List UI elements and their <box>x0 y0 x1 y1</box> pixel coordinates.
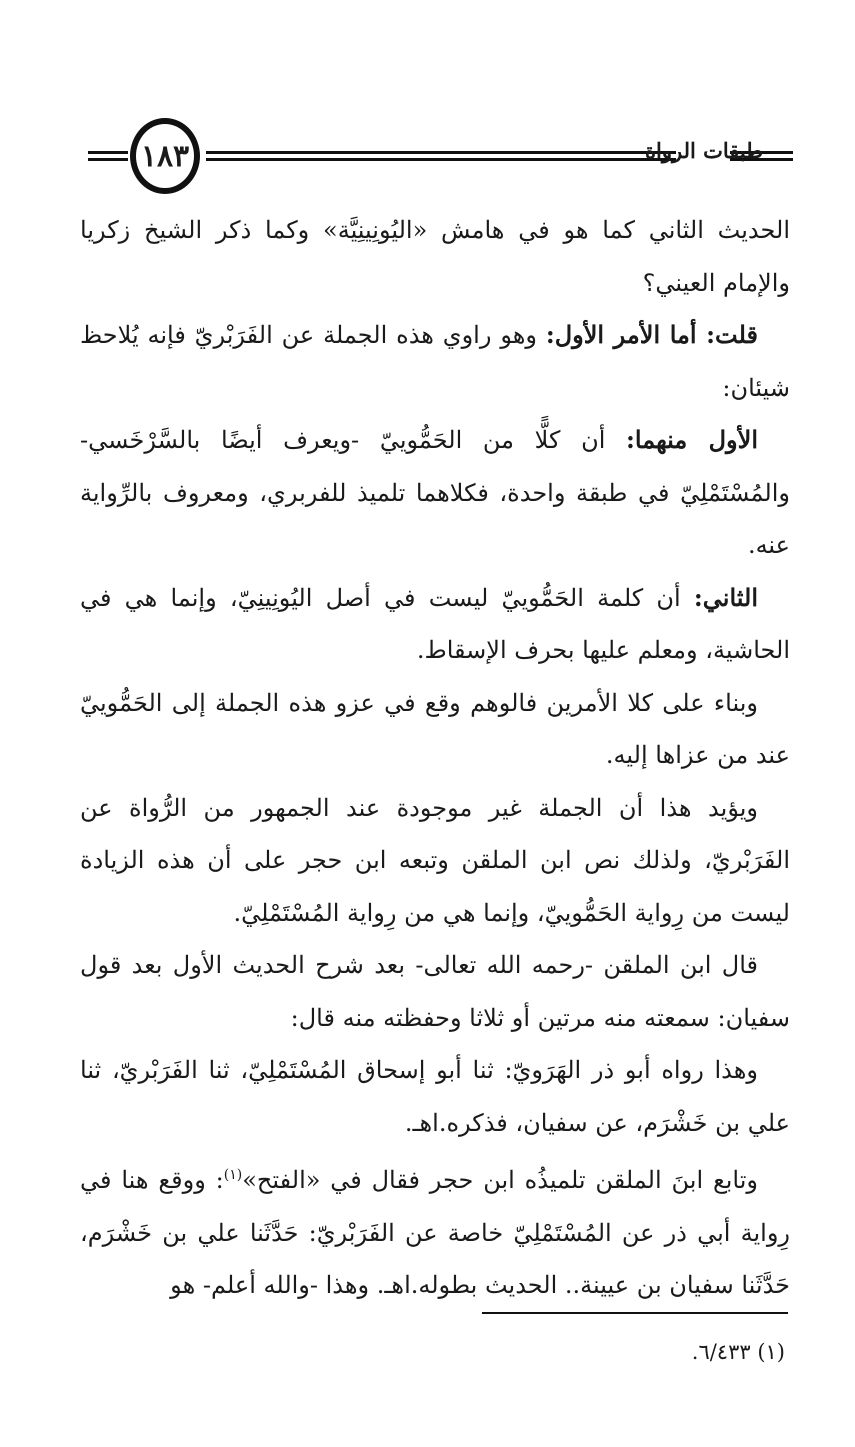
paragraph <box>80 782 790 940</box>
paragraph <box>80 414 790 572</box>
footnote-reference[interactable]: (١) <box>223 1167 243 1183</box>
paragraph-text: وتابع ابنَ الملقن تلميذُه ابن حجر فقال في «الفتح» <box>242 1166 758 1194</box>
paragraph <box>80 939 790 1044</box>
paragraph <box>80 309 790 414</box>
running-title <box>645 138 763 163</box>
footnote-text: (١) ٦/٤٣٣. <box>691 1340 785 1364</box>
page-number-badge <box>130 118 200 194</box>
paragraph-lead: الثاني: <box>693 582 758 612</box>
page-number: ١٨٣ <box>140 138 190 174</box>
main-text <box>80 204 790 1312</box>
header-rule-middle <box>206 151 676 161</box>
paragraph <box>80 1149 790 1312</box>
paragraph <box>80 1044 790 1149</box>
running-title-text: طبقات الرواة <box>645 138 763 163</box>
paragraph <box>80 204 790 309</box>
footnote <box>480 1340 785 1364</box>
paragraph-text: قال ابن الملقن -رحمه الله تعالى- بعد شرح الحديث الأول بعد قول سفيان: سمعته منه مرتين أو ثلاثا وحفظته منه قال: <box>80 951 790 1032</box>
header-rule-left <box>88 151 128 161</box>
paragraph <box>80 572 790 677</box>
paragraph-text: أن كلمة الحَمُّوييّ ليست في أصل اليُونِينِيّ، وإنما هي في الحاشية، ومعلم عليها بحرف الإسقاط. <box>80 583 790 664</box>
paragraph-lead: قلت: أما الأمر الأول: <box>545 320 758 349</box>
page-header <box>88 118 793 198</box>
paragraph-text: الحديث الثاني كما هو في هامش «اليُونِينِيَّة» وكما ذكر الشيخ زكريا والإمام العيني؟ <box>80 216 790 297</box>
paragraph-text: وهو راوي هذه الجملة عن الفَرَبْريّ فإنه يُلاحظ شيئان: <box>80 321 790 402</box>
paragraph-text: وهذا رواه أبو ذر الهَرَويّ: ثنا أبو إسحاق المُسْتَمْلِيّ، ثنا الفَرَبْريّ، ثنا علي بن خَشْرَم، عن سفيان، فذكره.اهـ. <box>80 1056 790 1137</box>
paragraph <box>80 677 790 782</box>
paragraph-text: وبناء على كلا الأمرين فالوهم وقع في عزو هذه الجملة إلى الحَمُّوييّ عند من عزاها إليه. <box>80 688 790 769</box>
paragraph-text: ويؤيد هذا أن الجملة غير موجودة عند الجمهور من الرُّواة عن الفَرَبْريّ، ولذلك نص ابن الملقن وتبعه ابن حجر على أن هذه الزيادة ليست من رِواية الحَمُّوييّ، وإنما هي من رِواية المُسْتَمْلِيّ. <box>80 793 790 927</box>
paragraph-text: : ووقع هنا في رِواية أبي ذر عن المُسْتَمْلِيّ خاصة عن الفَرَبْريّ: حَدَّثَنا علي بن خَشْرَم، حَدَّثَنا سفيان بن عيينة.. الحديث بطوله.اهـ. وهذا -والله أعلم- هو <box>80 1166 790 1299</box>
paragraph-lead: الأول منهما: <box>626 425 758 454</box>
paragraph-text: أن كلًّا من الحَمُّوييّ -ويعرف أيضًا بالسَّرْخَسي- والمُسْتَمْلِيّ في طبقة واحدة، فكلاهما تلميذ للفربري، ومعروف بالرِّواية عنه. <box>80 426 790 559</box>
footnote-separator <box>482 1312 788 1314</box>
